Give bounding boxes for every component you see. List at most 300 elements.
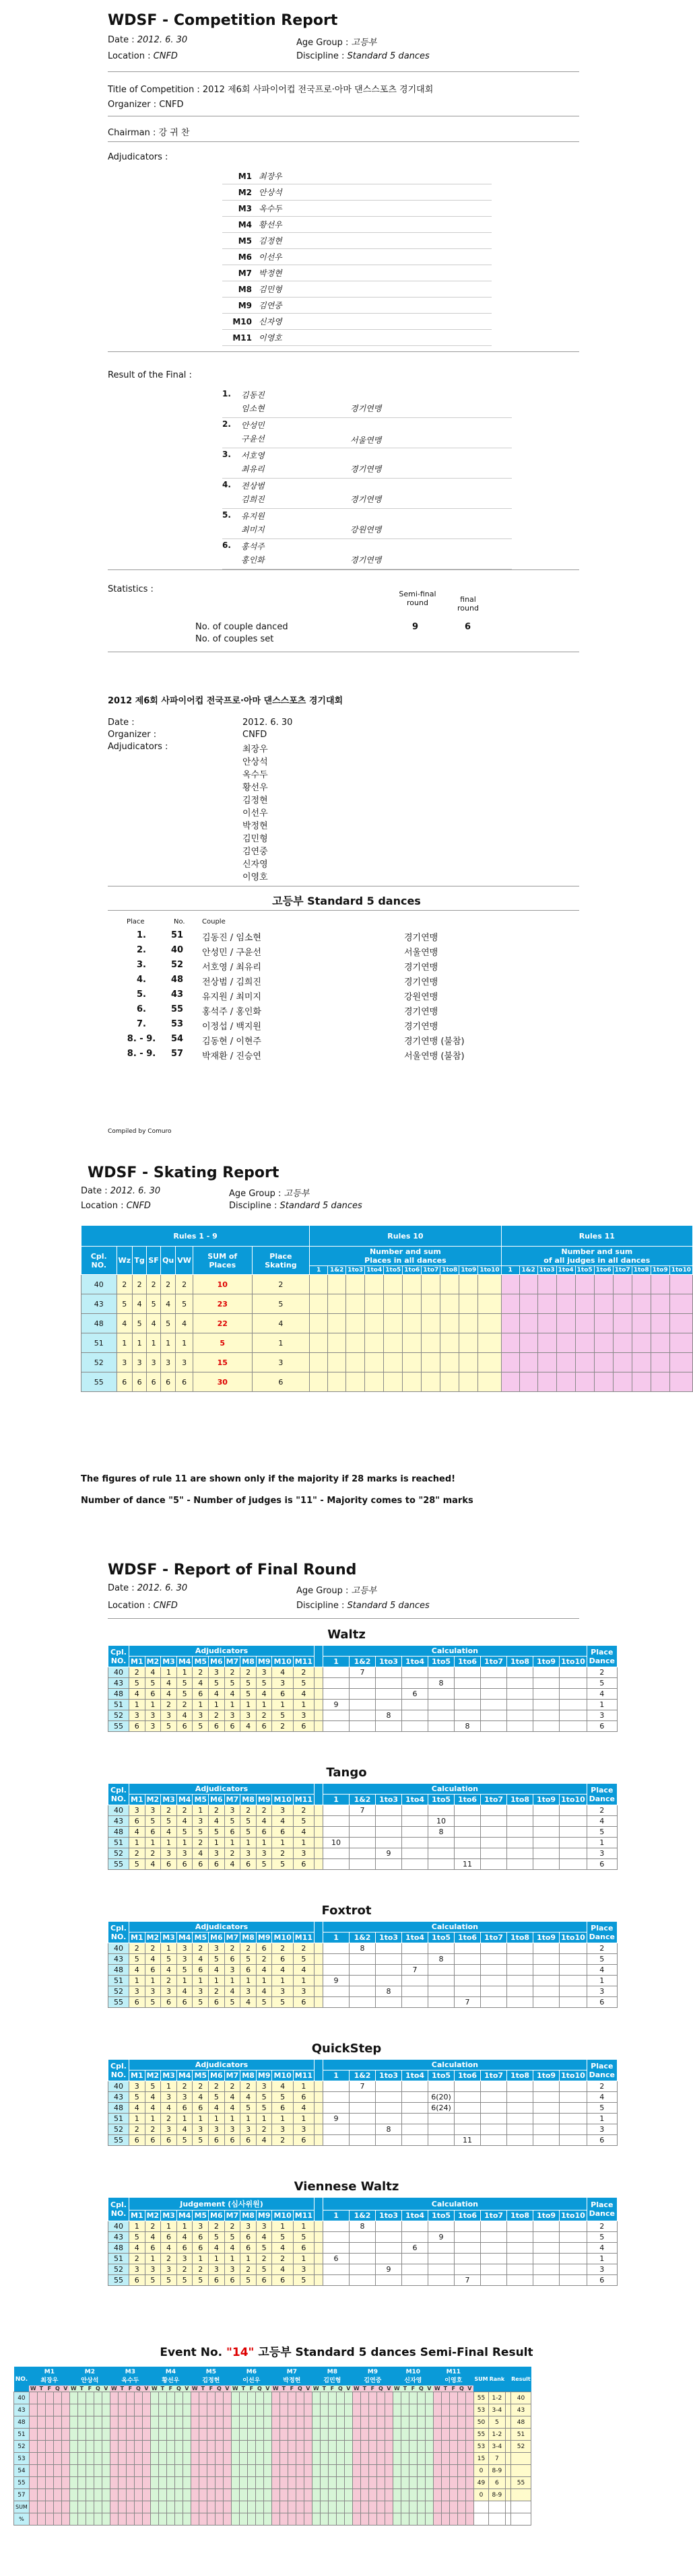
semi-mark-cell	[37, 2489, 45, 2501]
judge-mark: 2	[240, 2081, 257, 2092]
semi-mark-cell	[126, 2392, 134, 2404]
judge-mark: 6	[240, 1859, 257, 1870]
calc-cell	[376, 1954, 402, 1965]
calc-col-header: 1to9	[533, 1933, 560, 1943]
cpl-no: 40	[108, 2221, 129, 2232]
event-couple: 서호영 / 최유리	[202, 963, 261, 973]
calc-cell	[560, 1838, 587, 1848]
semi-mark-cell	[247, 2404, 255, 2416]
semi-mark-cell	[433, 2404, 441, 2416]
judge-mark: 5	[209, 1954, 225, 1965]
place-dance: 3	[587, 1848, 617, 1859]
semi-mark-cell	[441, 2477, 449, 2489]
rule11-cell	[594, 1275, 613, 1294]
skating-location-row: Location : CNFD	[81, 1201, 151, 1211]
adjudicator-name: 이영호	[259, 333, 282, 343]
event-couple: 김동현 / 이현주	[202, 1037, 261, 1047]
calc-cell	[323, 1859, 350, 1870]
place-col-header: 1to9	[651, 1266, 669, 1275]
judge-mark: 2	[161, 1805, 177, 1816]
judge-mark: 1	[293, 2081, 314, 2092]
semi-mark-cell	[191, 2477, 199, 2489]
semi-mark-cell	[61, 2416, 69, 2429]
dance-place: 5	[161, 1314, 176, 1333]
semi-result	[510, 2489, 531, 2501]
event-row	[121, 960, 498, 975]
judge-mark: 6	[293, 1997, 314, 2008]
semi-mark-cell	[271, 2416, 279, 2429]
judge-mark: 3	[161, 1848, 177, 1859]
place-dance: 6	[587, 2275, 617, 2286]
calc-cell	[481, 1848, 507, 1859]
summary-cell	[288, 2513, 296, 2526]
summary-cell	[401, 2501, 409, 2513]
semi-mark-cell	[255, 2453, 263, 2465]
semi-mark-cell	[150, 2392, 158, 2404]
calc-cell	[376, 2135, 402, 2146]
semi-mark-cell	[312, 2416, 320, 2429]
judge-mark: 6	[272, 1689, 293, 1700]
gap-cell	[505, 2429, 510, 2441]
calc-cell	[560, 1859, 587, 1870]
judge-mark: 1	[193, 2114, 209, 2124]
skating-age-row: Age Group : 고등부	[229, 1189, 310, 1199]
rule11-cell	[651, 1372, 669, 1392]
semi-mark-cell	[223, 2416, 231, 2429]
semi-mark-cell	[207, 2416, 215, 2429]
calc-cell	[350, 1838, 376, 1848]
rule10-cell	[346, 1314, 365, 1333]
dance-letter: F	[328, 2386, 336, 2392]
rule11-cell	[537, 1314, 556, 1333]
judge-header: M8	[240, 1933, 257, 1943]
semi-mark-cell	[86, 2441, 94, 2453]
semi-mark-cell	[223, 2453, 231, 2465]
semi-mark-cell	[465, 2441, 473, 2453]
semi-mark-cell	[110, 2416, 118, 2429]
dance-title: Viennese Waltz	[294, 2180, 399, 2194]
judge-mark: 3	[129, 1986, 145, 1997]
calc-cell	[402, 2081, 428, 2092]
semi-mark-cell	[457, 2429, 465, 2441]
dance-place: 1	[117, 1333, 133, 1353]
judge-mark: 4	[176, 2232, 193, 2243]
rule10-cell	[384, 1275, 403, 1294]
adjudicator-code: M9	[238, 300, 252, 310]
judge-mark: 4	[224, 2103, 240, 2114]
semi-mark-cell	[77, 2404, 86, 2416]
judge-header: M3	[161, 2211, 177, 2221]
semi-mark-cell	[320, 2477, 328, 2489]
semi-mark-cell	[199, 2477, 207, 2489]
calc-cell	[455, 2264, 481, 2275]
calc-cell	[533, 1816, 560, 1827]
semi-judge-header	[69, 2367, 110, 2386]
dance-letter: V	[425, 2386, 433, 2392]
skating-col-header: VW	[176, 1247, 193, 1275]
calc-cell: 6	[323, 2254, 350, 2264]
semi-judge-code: M3	[125, 2368, 135, 2375]
semi-result: 40	[510, 2392, 531, 2404]
place-dance: 3	[587, 2264, 617, 2275]
semi-mark-cell	[409, 2489, 417, 2501]
judge-mark: 2	[224, 1943, 240, 1954]
semi-row	[14, 2453, 531, 2465]
judge-mark: 5	[240, 1678, 257, 1689]
calc-cell	[455, 1667, 481, 1678]
calc-cell	[428, 2264, 455, 2275]
semi-mark-cell	[457, 2453, 465, 2465]
calc-cell	[350, 2114, 376, 2124]
rule10-cell	[440, 1314, 459, 1333]
gap-cell	[315, 2114, 323, 2124]
judge-mark: 5	[256, 2103, 272, 2114]
event-no: 57	[171, 1049, 184, 1059]
calc-cell	[350, 2243, 376, 2254]
final-location-row: Location : CNFD	[108, 1601, 178, 1611]
semi-mark-cell	[465, 2416, 473, 2429]
semi-mark-cell	[247, 2392, 255, 2404]
rule11-cell	[519, 1333, 537, 1353]
final-age-row: Age Group : 고등부	[296, 1586, 377, 1596]
semi-mark-cell	[142, 2477, 150, 2489]
calc-cell	[481, 1943, 507, 1954]
dance-letter: Q	[417, 2386, 425, 2392]
event-organizer: CNFD	[242, 730, 267, 740]
rule10-cell	[310, 1294, 328, 1314]
judge-mark: 4	[293, 1689, 314, 1700]
judge-mark: 6	[293, 2243, 314, 2254]
judge-mark: 2	[161, 1976, 177, 1986]
semi-mark-cell	[296, 2477, 304, 2489]
semi-mark-cell	[166, 2404, 174, 2416]
adjudicator-name: 안상석	[259, 188, 282, 197]
summary-cell	[207, 2513, 215, 2526]
semi-mark-cell	[102, 2453, 110, 2465]
calc-cell	[376, 2081, 402, 2092]
judge-mark: 3	[293, 2124, 314, 2135]
calc-cell	[533, 1721, 560, 1732]
semi-judge-code: M5	[205, 2368, 216, 2375]
judge-mark: 1	[129, 2114, 145, 2124]
result-club: 경기연맹	[350, 404, 382, 413]
semi-mark-cell	[110, 2489, 118, 2501]
judge-mark: 5	[240, 1827, 257, 1838]
judge-mark: 6	[293, 2092, 314, 2103]
judge-mark: 4	[193, 1954, 209, 1965]
dance-place: 2	[147, 1275, 161, 1294]
dance-place: 1	[147, 1333, 161, 1353]
result-partner: 홍인화	[241, 555, 265, 565]
calc-cell	[376, 2092, 402, 2103]
calc-cell	[533, 2092, 560, 2103]
calc-cell	[350, 2232, 376, 2243]
rule10-cell	[422, 1275, 440, 1294]
judge-mark: 4	[145, 2232, 161, 2243]
rule11-cell	[519, 1372, 537, 1392]
calc-cell: 9	[376, 2264, 402, 2275]
judge-header: M9	[256, 1795, 272, 1805]
rule11-cell	[556, 1333, 575, 1353]
rule11-cell	[669, 1372, 692, 1392]
gap-cell	[315, 1678, 323, 1689]
calc-cell	[376, 2254, 402, 2264]
place-col-header: 1to3	[346, 1266, 365, 1275]
calc-col-header: 1to3	[376, 1795, 402, 1805]
judge-header: M7	[224, 1933, 240, 1943]
result-leader: 서호영	[241, 451, 265, 460]
semi-mark-cell	[441, 2392, 449, 2404]
stat-col-final: final round	[457, 595, 479, 613]
semi-mark-cell	[102, 2404, 110, 2416]
semi-mark-cell	[376, 2489, 385, 2501]
calc-cell	[350, 1678, 376, 1689]
judge-header: M10	[272, 1657, 293, 1667]
judge-mark: 5	[193, 2135, 209, 2146]
dance-letter: Q	[174, 2386, 183, 2392]
judge-mark: 3	[161, 1986, 177, 1997]
judge-mark: 3	[145, 1710, 161, 1721]
judge-mark: 5	[145, 2081, 161, 2092]
semi-cpl-no: 48	[14, 2416, 30, 2429]
adjudicator-name: 김정현	[259, 236, 282, 246]
calc-cell	[428, 1838, 455, 1848]
judge-mark: 5	[256, 1678, 272, 1689]
semi-mark-cell	[174, 2404, 183, 2416]
judge-mark: 1	[176, 1976, 193, 1986]
rule11-cell	[669, 1333, 692, 1353]
judge-mark: 6	[145, 2135, 161, 2146]
calc-cell	[507, 1997, 533, 2008]
calc-cell: 11	[455, 2135, 481, 2146]
judge-mark: 6	[209, 1997, 225, 2008]
judge-mark: 3	[145, 1986, 161, 1997]
semi-mark-cell	[231, 2392, 239, 2404]
divider	[108, 910, 579, 911]
judge-mark: 6	[240, 2243, 257, 2254]
semi-mark-cell	[118, 2489, 126, 2501]
calc-cell	[323, 2221, 350, 2232]
semi-mark-cell	[86, 2429, 94, 2441]
judge-header: M2	[145, 2211, 161, 2221]
judge-mark: 1	[176, 1838, 193, 1848]
calc-cell	[350, 1976, 376, 1986]
judge-mark: 2	[272, 1721, 293, 1732]
dance-place: 2	[117, 1275, 133, 1294]
event-row	[121, 1004, 498, 1019]
event-category: 고등부 Standard 5 dances	[272, 895, 421, 907]
summary-cell	[336, 2501, 344, 2513]
semi-mark-cell	[417, 2489, 425, 2501]
semi-mark-cell	[61, 2392, 69, 2404]
semi-mark-cell	[183, 2453, 191, 2465]
calc-cell	[481, 1667, 507, 1678]
cpl-no: 52	[81, 1353, 117, 1372]
judge-mark: 6	[193, 2103, 209, 2114]
judge-mark: 6	[224, 1827, 240, 1838]
semi-mark-cell	[134, 2416, 142, 2429]
calc-col-header: 1to6	[455, 1795, 481, 1805]
judge-mark: 6	[176, 1859, 193, 1870]
judge-mark: 3	[240, 1986, 257, 1997]
judge-mark: 5	[129, 2232, 145, 2243]
judge-mark: 1	[240, 1976, 257, 1986]
summary-cell	[77, 2513, 86, 2526]
semi-mark-cell	[336, 2489, 344, 2501]
no-header: NO.	[14, 2367, 30, 2392]
place-col-header: 1	[310, 1266, 328, 1275]
semi-mark-cell	[449, 2416, 457, 2429]
semi-mark-cell	[53, 2489, 61, 2501]
dance-letter: F	[45, 2386, 53, 2392]
semi-judge-header	[191, 2367, 231, 2386]
rule10-cell	[403, 1314, 422, 1333]
judge-mark: 5	[293, 1954, 314, 1965]
semi-judge-header	[433, 2367, 473, 2386]
event-adjudicator: 김민형	[242, 834, 268, 844]
judge-header: M10	[272, 2070, 293, 2081]
event-date: 2012. 6. 30	[242, 718, 293, 728]
rule10-cell	[440, 1353, 459, 1372]
judge-mark: 1	[209, 1976, 225, 1986]
semi-mark-cell	[134, 2429, 142, 2441]
semi-mark-cell	[191, 2489, 199, 2501]
semi-mark-cell	[53, 2429, 61, 2441]
judge-mark: 1	[145, 2254, 161, 2264]
judge-mark: 5	[256, 1859, 272, 1870]
calc-cell	[350, 1689, 376, 1700]
summary-cell	[344, 2501, 352, 2513]
summary-cell	[150, 2513, 158, 2526]
semi-mark-cell	[61, 2441, 69, 2453]
event-no: 40	[171, 945, 184, 955]
semi-mark-cell	[312, 2441, 320, 2453]
rule11-cell	[651, 1314, 669, 1333]
semi-mark-cell	[231, 2489, 239, 2501]
semi-mark-cell	[150, 2453, 158, 2465]
dance-letter: V	[183, 2386, 191, 2392]
semi-mark-cell	[37, 2392, 45, 2404]
adjudicator-row	[222, 168, 492, 184]
result-partner: 구윤선	[241, 434, 265, 444]
summary-cell	[328, 2501, 336, 2513]
summary-cell	[142, 2501, 150, 2513]
calc-cell	[507, 1954, 533, 1965]
summary-tail	[510, 2501, 531, 2513]
semi-mark-cell	[417, 2429, 425, 2441]
calc-cell	[323, 2124, 350, 2135]
judge-mark: 4	[224, 2243, 240, 2254]
final-row	[108, 1838, 618, 1848]
semi-mark-cell	[360, 2441, 368, 2453]
judge-mark: 6	[209, 2135, 225, 2146]
cpl-no: 51	[108, 1700, 129, 1710]
semi-cpl-no: 57	[14, 2489, 30, 2501]
gap-cell	[505, 2392, 510, 2404]
gap-cell	[315, 2081, 323, 2092]
calc-col-header: 1&2	[350, 2070, 376, 2081]
final-row	[108, 2103, 618, 2114]
semi-judge-name: 황선우	[162, 2377, 180, 2384]
rules10-header: Rules 10	[310, 1226, 501, 1247]
calc-cell	[428, 1848, 455, 1859]
dance-table-wrap	[108, 2197, 618, 2286]
calc-cell	[323, 1986, 350, 1997]
judge-header: M6	[209, 1933, 225, 1943]
calc-cell	[402, 2264, 428, 2275]
calc-cell	[350, 1848, 376, 1859]
event-place: 2.	[137, 945, 146, 955]
semi-mark-cell	[441, 2489, 449, 2501]
calc-cell	[428, 1710, 455, 1721]
skating-row	[81, 1314, 693, 1333]
judge-mark: 1	[129, 1976, 145, 1986]
final-round-title: WDSF - Report of Final Round	[108, 1562, 357, 1578]
summary-cell	[344, 2513, 352, 2526]
semi-mark-cell	[118, 2404, 126, 2416]
judge-mark: 5	[256, 2243, 272, 2254]
semi-mark-cell	[360, 2416, 368, 2429]
sum-places: 23	[193, 1294, 252, 1314]
place-dance-header: Place Dance	[587, 1922, 617, 1943]
semi-mark-cell	[320, 2416, 328, 2429]
semi-mark-cell	[288, 2416, 296, 2429]
final-row	[108, 2232, 618, 2243]
dance-place: 4	[147, 1314, 161, 1333]
place-dance: 3	[587, 2124, 617, 2135]
semi-mark-cell	[279, 2489, 288, 2501]
result-entry	[222, 388, 512, 418]
summary-cell	[215, 2513, 223, 2526]
calc-col-header: 1to5	[428, 2211, 455, 2221]
semi-mark-cell	[344, 2465, 352, 2477]
rule11-cell	[575, 1314, 594, 1333]
semi-mark-cell	[110, 2392, 118, 2404]
place-dance: 4	[587, 2092, 617, 2103]
semi-mark-cell	[69, 2404, 77, 2416]
judge-mark: 3	[209, 2124, 225, 2135]
semi-mark-cell	[457, 2404, 465, 2416]
calc-cell	[376, 1678, 402, 1689]
adjudicator-code: M1	[238, 171, 252, 181]
semi-mark-cell	[425, 2429, 433, 2441]
semi-mark-cell	[158, 2441, 166, 2453]
rule10-cell	[310, 1372, 328, 1392]
gap-cell	[315, 1805, 323, 1816]
adjudicator-row	[222, 281, 492, 298]
semi-mark-cell	[207, 2404, 215, 2416]
semi-mark-cell	[449, 2441, 457, 2453]
semi-mark-cell	[231, 2416, 239, 2429]
summary-cell	[191, 2513, 199, 2526]
semi-mark-cell	[102, 2392, 110, 2404]
calc-col-header: 1to4	[402, 1933, 428, 1943]
dance-place: 5	[117, 1294, 133, 1314]
calc-cell	[560, 1805, 587, 1816]
judge-mark: 1	[176, 2221, 193, 2232]
summary-cell	[320, 2501, 328, 2513]
semi-mark-cell	[239, 2392, 247, 2404]
semi-mark-cell	[231, 2477, 239, 2489]
judge-mark: 4	[161, 2103, 177, 2114]
calc-col-header: 1	[323, 2211, 350, 2221]
rule11-cell	[632, 1353, 651, 1372]
semi-mark-cell	[449, 2465, 457, 2477]
event-club: 경기연맹	[404, 933, 438, 943]
semi-mark-cell	[304, 2429, 312, 2441]
semi-mark-cell	[199, 2429, 207, 2441]
semi-mark-cell	[360, 2489, 368, 2501]
